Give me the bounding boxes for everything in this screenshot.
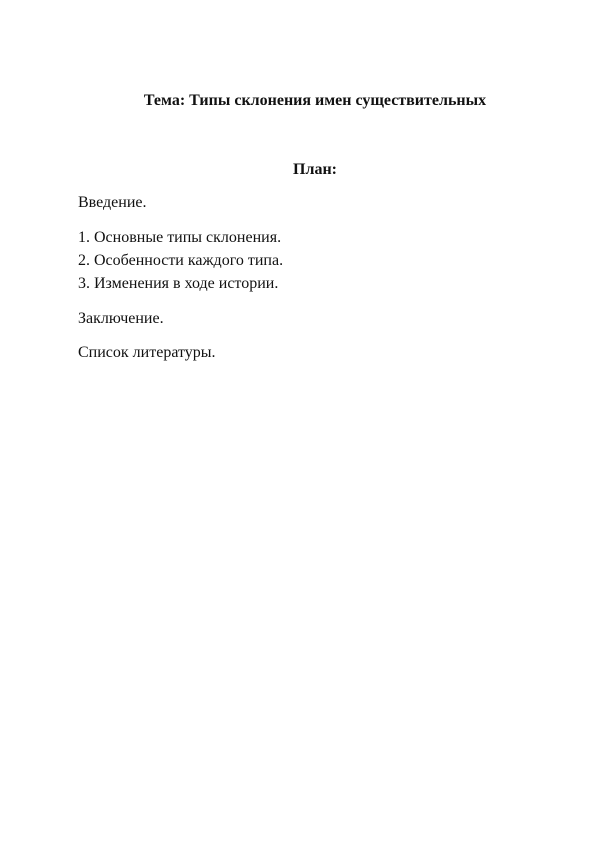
plan-introduction: Введение. [78,194,147,211]
plan-references: Список литературы. [78,344,216,361]
plan-conclusion: Заключение. [78,310,164,327]
plan-item-1: 1. Основные типы склонения. [78,229,282,246]
document-title: Тема: Типы склонения имен существительных [143,92,487,109]
plan-item-2: 2. Особенности каждого типа. [78,252,284,269]
plan-item-3: 3. Изменения в ходе истории. [78,275,279,292]
plan-heading: План: [293,161,337,178]
